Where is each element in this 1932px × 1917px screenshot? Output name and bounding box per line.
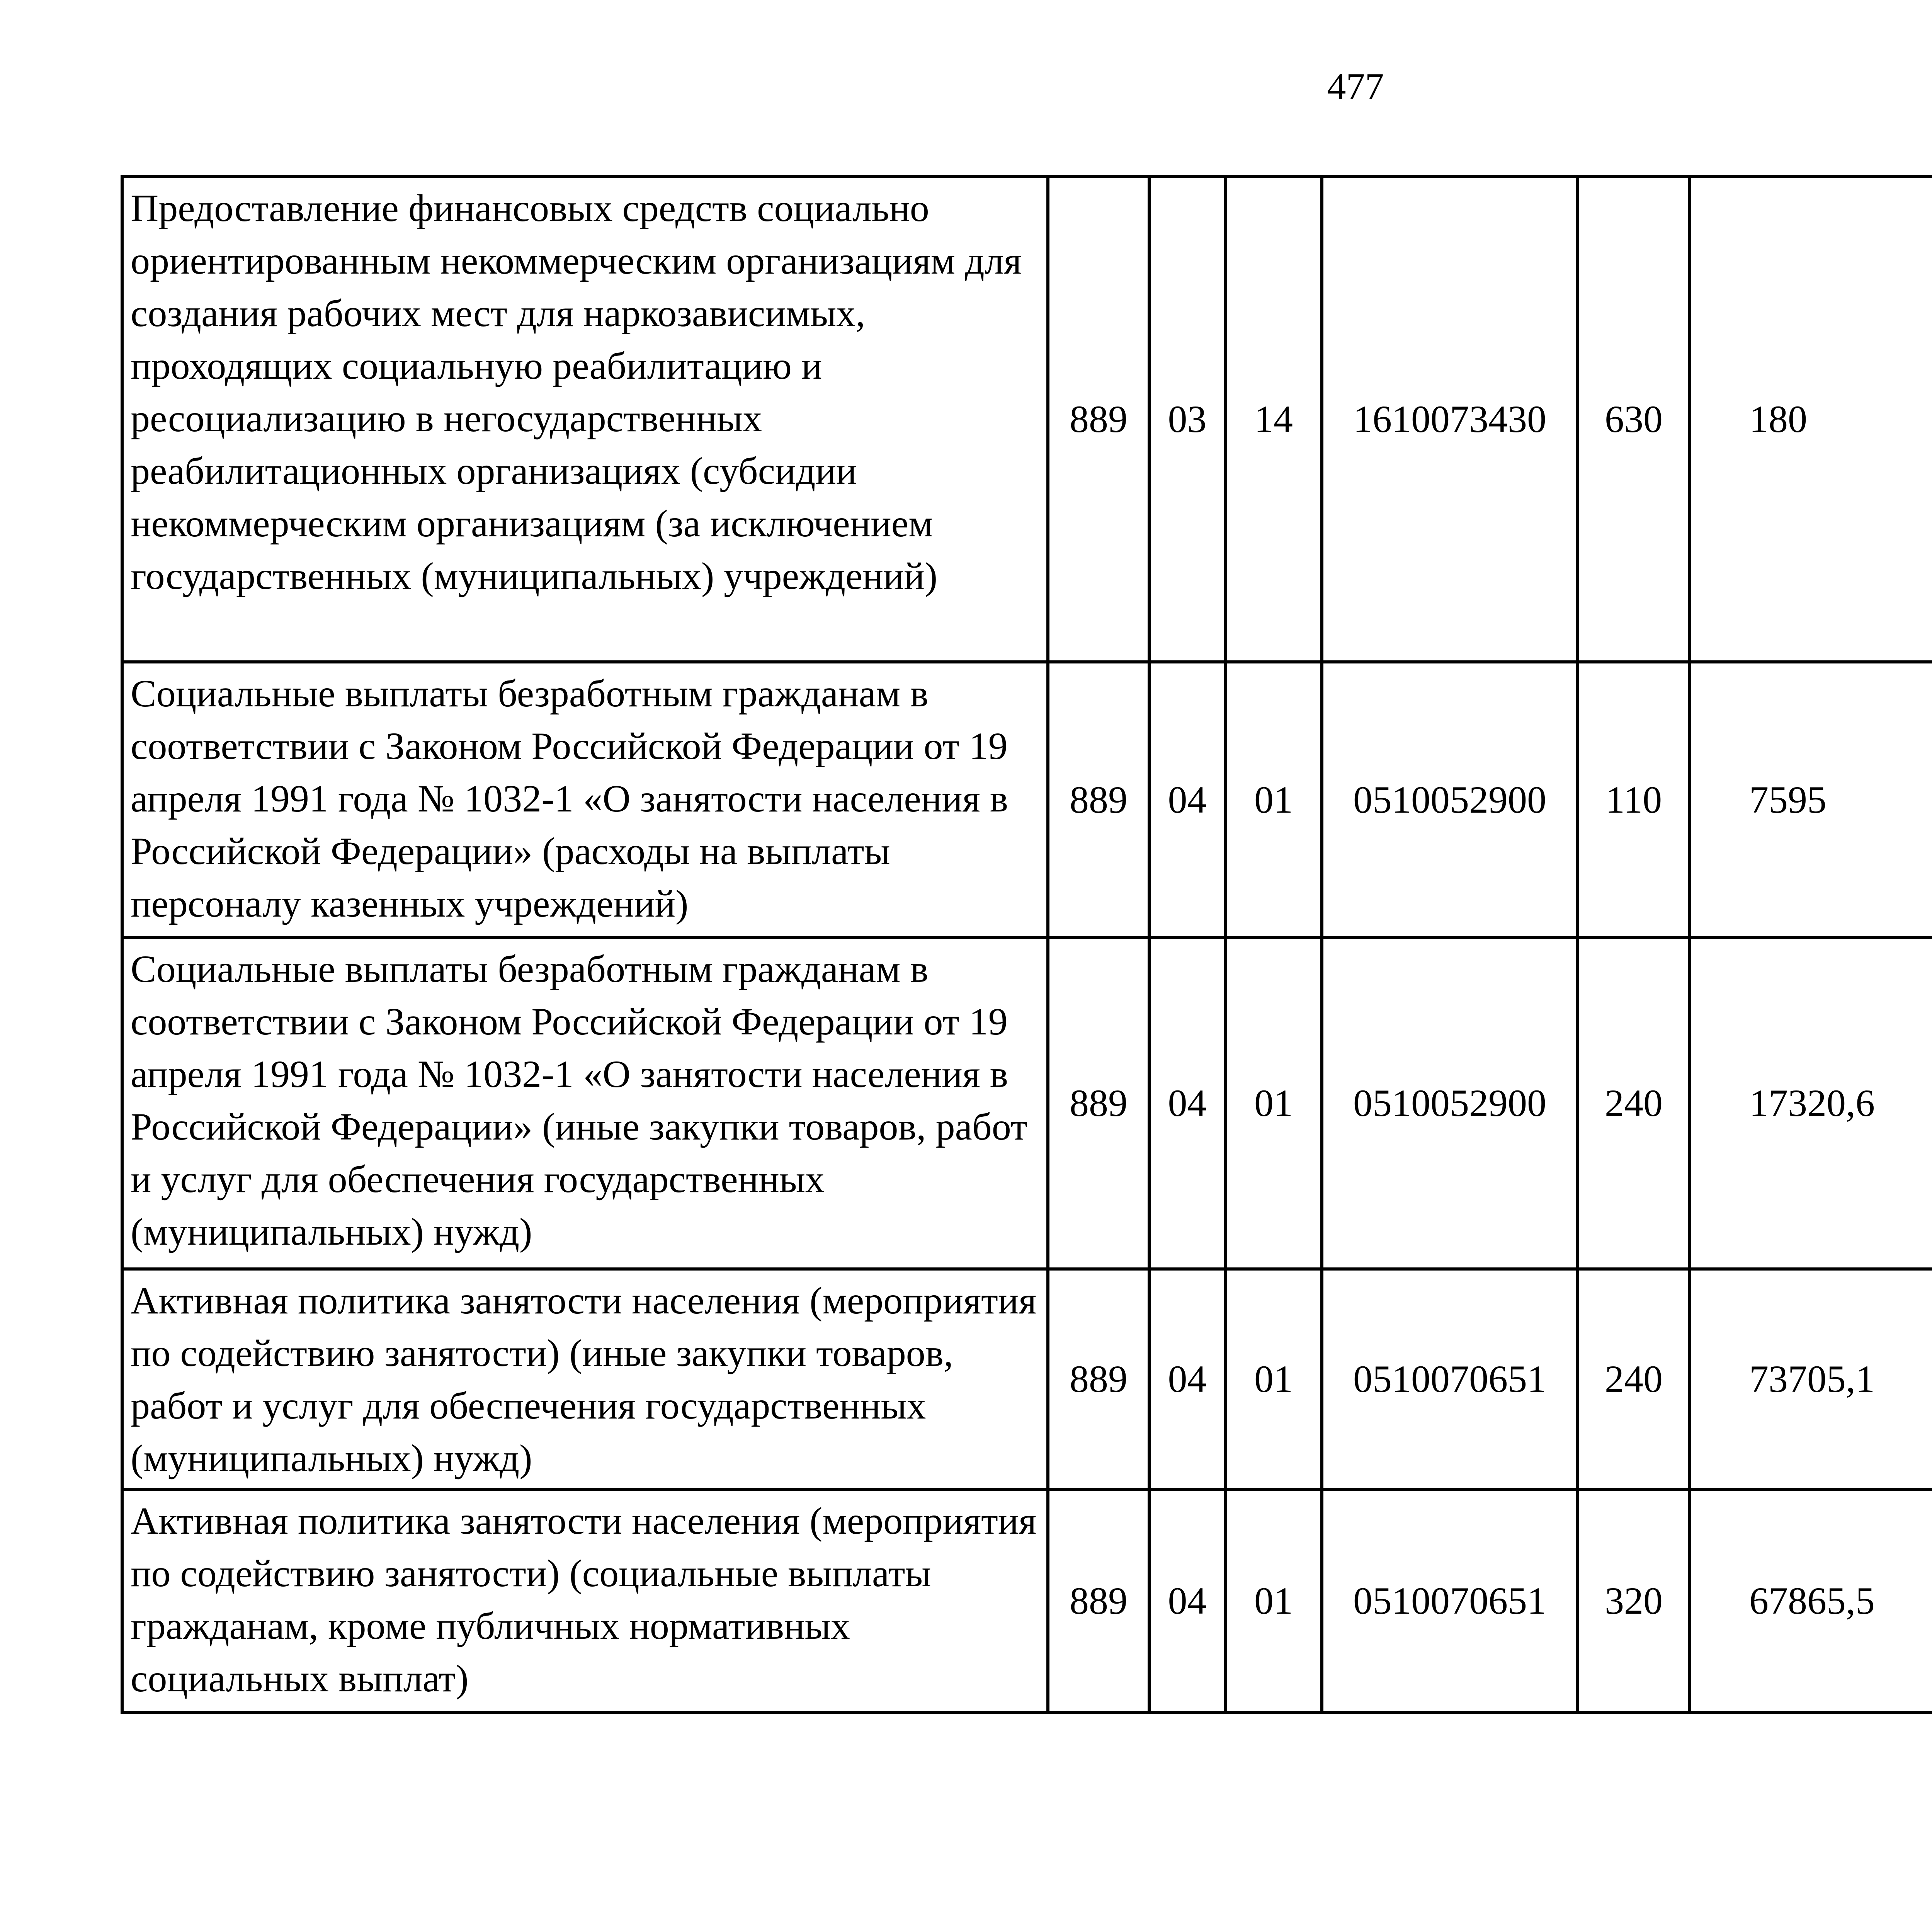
section-code: 04	[1149, 662, 1225, 937]
amount-year-1: 7595	[1690, 662, 1932, 937]
row-description: Социальные выплаты безработным гражданам в соответствии с Законом Российской Федерации от 19 апреля 1991 года № 1032-1 «О занятости населения в Российской Федерации» (расходы на выплаты персоналу казенных учреждений)	[122, 662, 1048, 937]
subsection-code: 01	[1225, 1489, 1322, 1713]
subsection-code: 01	[1225, 662, 1322, 937]
subsection-code: 01	[1225, 937, 1322, 1269]
grbs-code: 889	[1048, 662, 1149, 937]
budget-table	[121, 175, 1932, 1714]
row-description: Активная политика занятости населения (мероприятия по содействию занятости) (иные закупки товаров, работ и услуг для обеспечения государственных (муниципальных) нужд)	[122, 1269, 1048, 1489]
row-description: Социальные выплаты безработным гражданам в соответствии с Законом Российской Федерации от 19 апреля 1991 года № 1032-1 «О занятости населения в Российской Федерации» (иные закупки товаров, работ и услуг для обеспечения государственных (муниципальных) нужд)	[122, 937, 1048, 1269]
target-article-code: 0510052900	[1322, 662, 1578, 937]
grbs-code: 889	[1048, 937, 1149, 1269]
row-description: Предоставление финансовых средств социально ориентированным некоммерческим организациям для создания рабочих мест для наркозависимых, проходящих социальную реабилитацию и ресоциализацию в негосударственных реабилитационных организациях (субсидии некоммерческим организациям (за исключением государственных (муниципальных) учреждений)	[122, 177, 1048, 662]
expense-type-code: 630	[1578, 177, 1690, 662]
expense-type-code: 240	[1578, 1269, 1690, 1489]
expense-type-code: 320	[1578, 1489, 1690, 1713]
section-code: 04	[1149, 937, 1225, 1269]
table-row	[122, 177, 1932, 662]
target-article-code: 0510070651	[1322, 1269, 1578, 1489]
expense-type-code: 110	[1578, 662, 1690, 937]
table-row	[122, 1269, 1932, 1489]
grbs-code: 889	[1048, 1269, 1149, 1489]
amount-year-1: 17320,6	[1690, 937, 1932, 1269]
grbs-code: 889	[1048, 1489, 1149, 1713]
subsection-code: 01	[1225, 1269, 1322, 1489]
table-row	[122, 662, 1932, 937]
target-article-code: 0510070651	[1322, 1489, 1578, 1713]
section-code: 03	[1149, 177, 1225, 662]
table-row	[122, 1489, 1932, 1713]
table-row	[122, 937, 1932, 1269]
target-article-code: 0510052900	[1322, 937, 1578, 1269]
row-description: Активная политика занятости населения (мероприятия по содействию занятости) (социальные выплаты гражданам, кроме публичных нормативных социальных выплат)	[122, 1489, 1048, 1713]
subsection-code: 14	[1225, 177, 1322, 662]
amount-year-1: 180	[1690, 177, 1932, 662]
amount-year-1: 73705,1	[1690, 1269, 1932, 1489]
section-code: 04	[1149, 1489, 1225, 1713]
expense-type-code: 240	[1578, 937, 1690, 1269]
page-number: 477	[1327, 66, 1384, 107]
target-article-code: 1610073430	[1322, 177, 1578, 662]
amount-year-1: 67865,5	[1690, 1489, 1932, 1713]
section-code: 04	[1149, 1269, 1225, 1489]
grbs-code: 889	[1048, 177, 1149, 662]
